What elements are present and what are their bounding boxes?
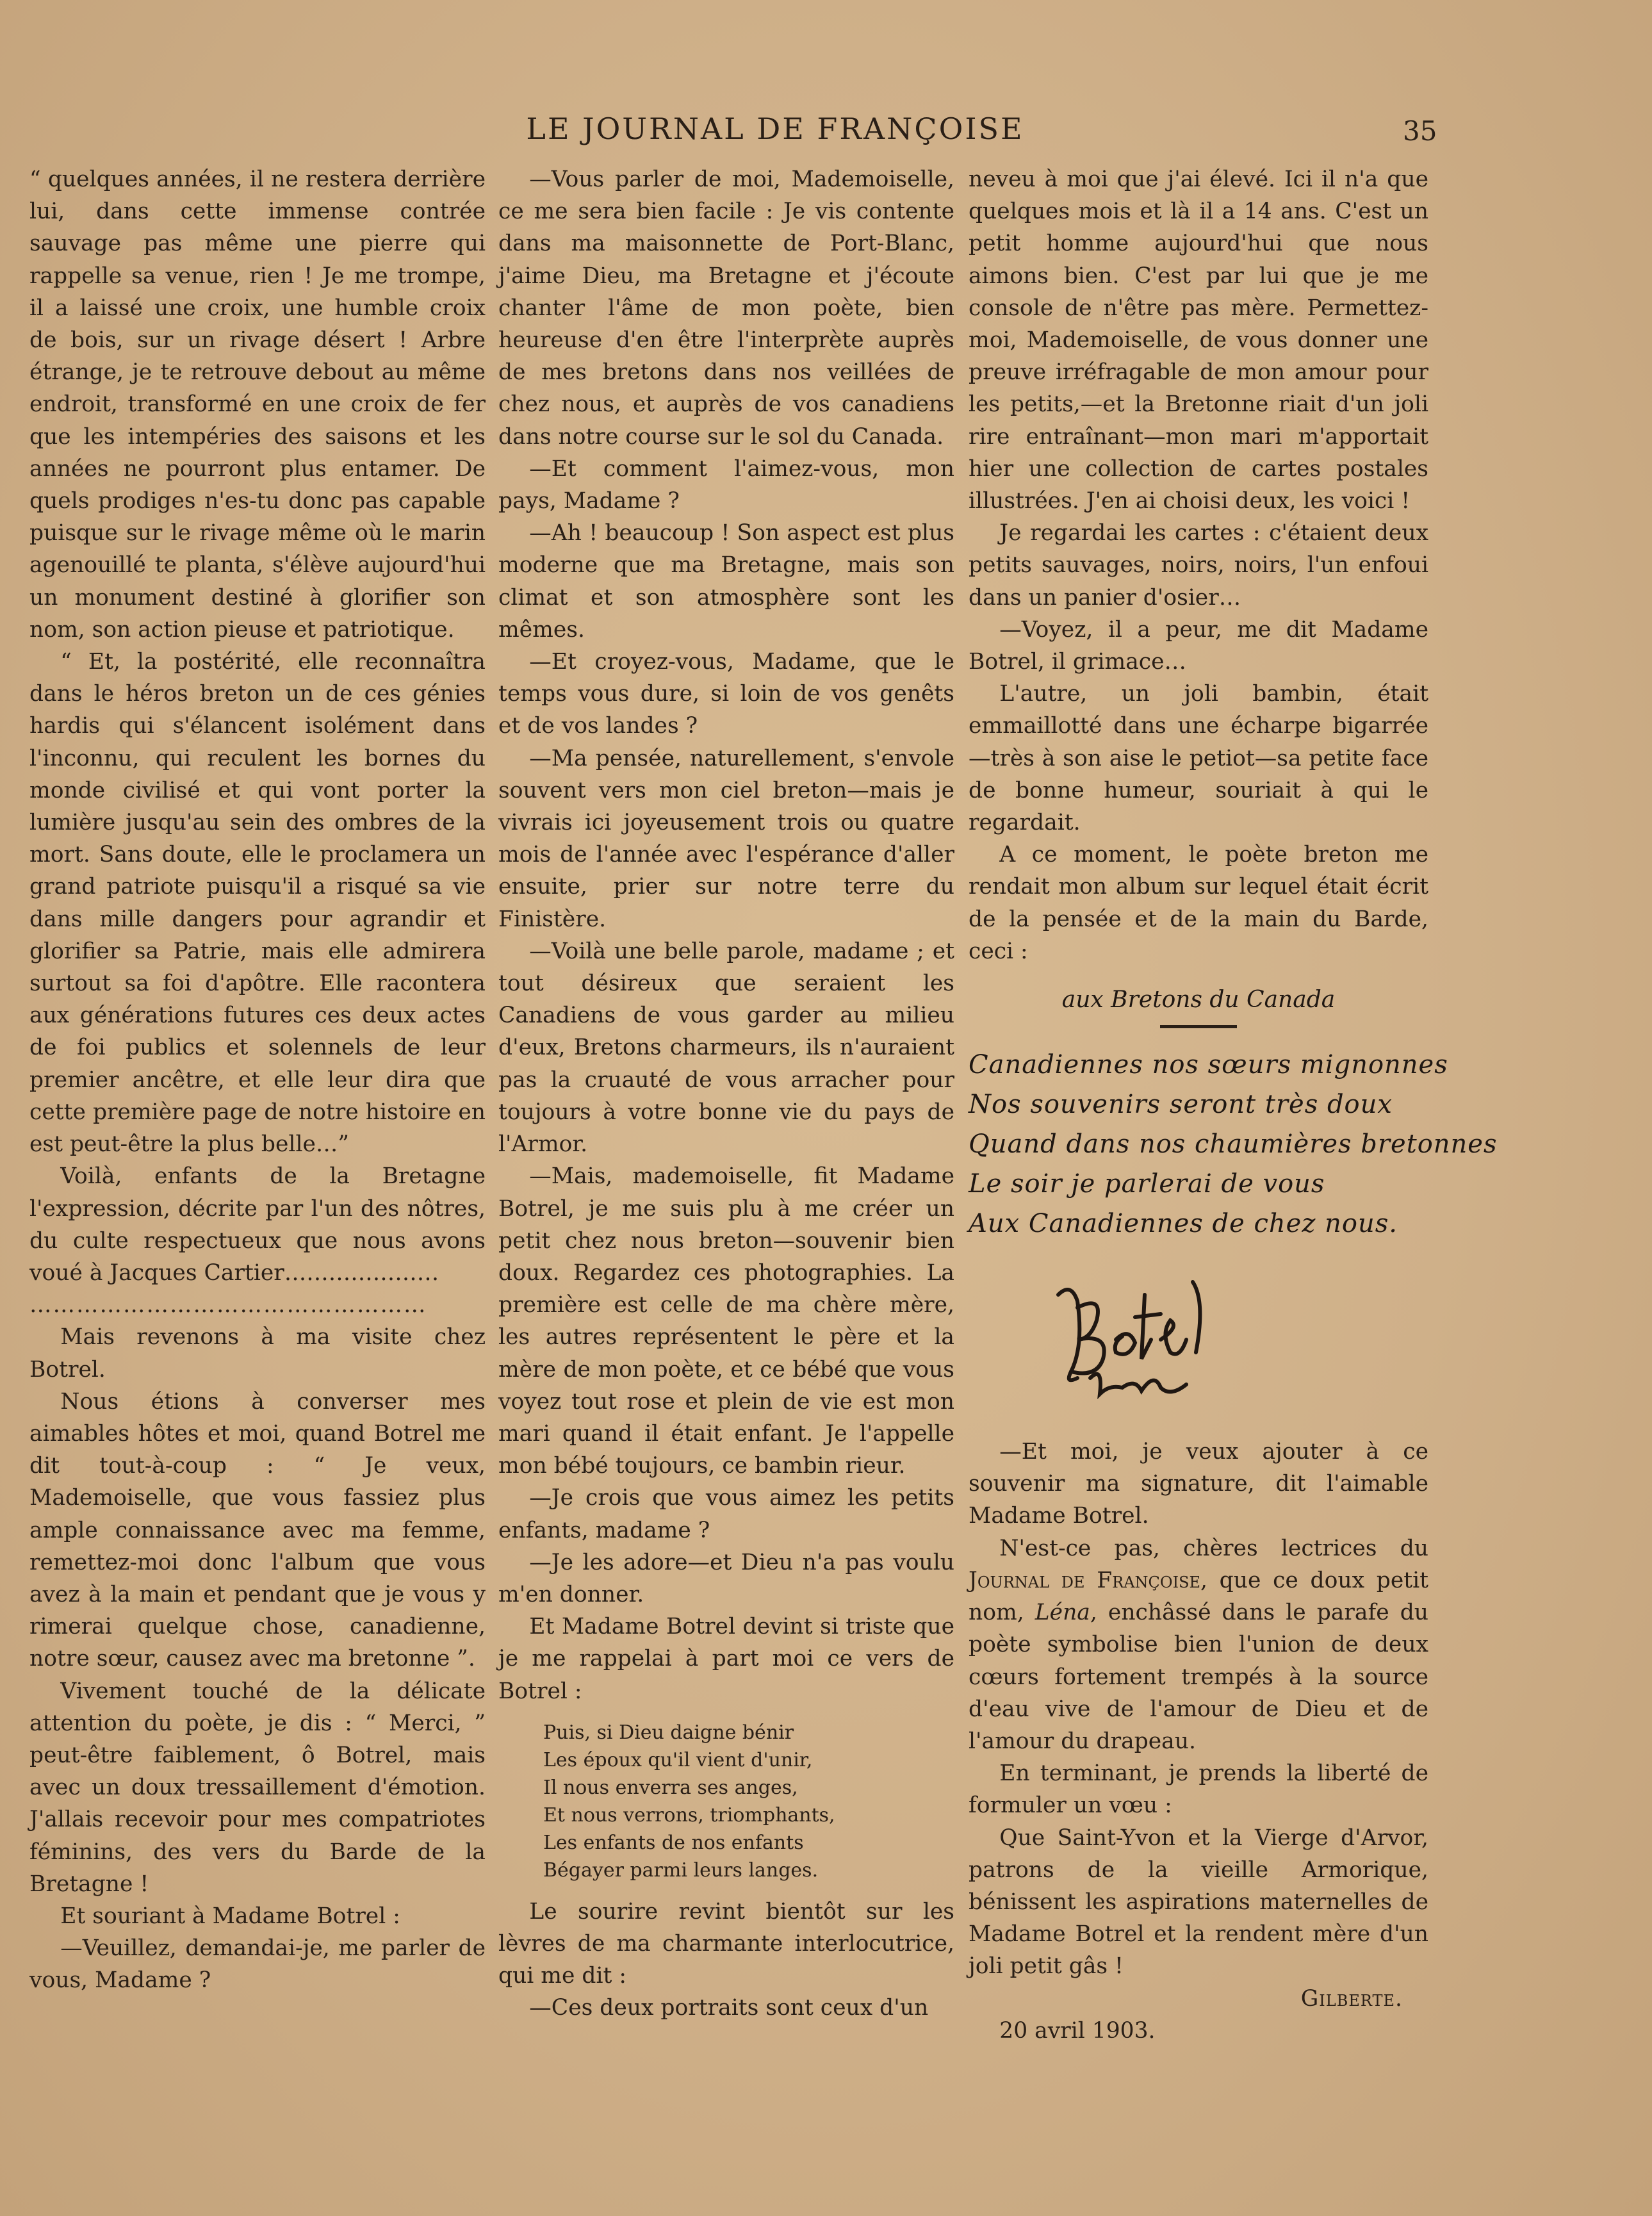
paragraph: L'autre, un joli bambin, était emmaillotté dans une écharpe bigarrée—très à son aise le petiot—sa petite face de bonne humeur, souriait à qui le regardait. xyxy=(969,681,1428,836)
paragraph: Nous étions à converser mes aimables hôtes et moi, quand Botrel me dit tout-à-coup : “ Je veux, Mademoiselle, que vous fassiez plus ample connaissance avec ma femme, remettez-moi donc l'album que vous avez à la main et pendant que je vous y rimerai quelque chose, canadienne, notre sœur, causez avec ma bretonne ”. xyxy=(29,1388,486,1672)
poem-line: Puis, si Dieu daigne bénir xyxy=(543,1721,794,1744)
journal-name: Journal de Françoise xyxy=(969,1567,1201,1593)
page-header xyxy=(0,108,1652,159)
dotted-separator: …………………………………………… xyxy=(29,1292,427,1318)
paragraph: En terminant, je prends la liberté de formuler un vœu : xyxy=(969,1760,1428,1819)
handwritten-line: Le soir je parlerai de vous xyxy=(969,1169,1325,1199)
paragraph: —Je les adore—et Dieu n'a pas voulu m'en donner. xyxy=(498,1549,954,1607)
handwritten-line: Aux Canadiennes de chez nous. xyxy=(969,1209,1398,1239)
paragraph: Et Madame Botrel devint si triste que je me rappelai à part moi ce vers de Botrel : xyxy=(498,1614,954,1704)
journal-title: LE JOURNAL DE FRANÇOISE xyxy=(526,111,1024,146)
paragraph: “ Et, la postérité, elle reconnaîtra dans le héros breton un de ces génies hardis qui s'élancent isolément dans l'inconnu, qui reculent les bornes du monde civilisé et qui vont porter la lumière jusqu'au sein des ombres de la mort. Sans doute, elle le proclamera un grand patriote puisqu'il a risqué sa vie dans mille dangers pour agrandir et glorifier sa Patrie, mais elle admirera surtout sa foi d'apôtre. Elle racontera aux générations futures ces deux actes de foi publics et solennels de leur premier ancêtre, et elle leur dira que cette première page de notre histoire en est peut-être la plus belle…” xyxy=(29,649,486,1158)
paragraph xyxy=(969,1532,1428,1757)
poem-line: Il nous enverra ses anges, xyxy=(543,1776,798,1799)
poem-quote xyxy=(543,1719,954,1884)
text-run: N'est-ce pas, chères lectrices du xyxy=(999,1535,1428,1561)
paragraph: —Et comment l'aimez-vous, mon pays, Madame ? xyxy=(498,456,954,514)
paragraph: —Ah ! beaucoup ! Son aspect est plus moderne que ma Bretagne, mais son climat et son atmosphère sont les mêmes. xyxy=(498,520,954,643)
text-run: , que ce doux petit nom, xyxy=(969,1567,1428,1626)
paragraph: —Et moi, je veux ajouter à ce souvenir ma signature, dit l'aimable Madame Botrel. xyxy=(969,1439,1428,1529)
paragraph: Que Saint-Yvon et la Vierge d'Arvor, patrons de la vieille Armorique, bénissent les aspirations maternelles de Madame Botrel et la rendent mère d'un joli petit gâs ! xyxy=(969,1825,1428,1980)
handwritten-line: Nos souvenirs seront très doux xyxy=(969,1090,1393,1120)
lena-name: Léna xyxy=(1035,1600,1090,1626)
paragraph: Le sourire revint bientôt sur les lèvres de ma charmante interlocutrice, qui me dit : xyxy=(498,1898,954,1989)
page-number: 35 xyxy=(1403,115,1437,147)
paragraph: —Je crois que vous aimez les petits enfants, madame ? xyxy=(498,1485,954,1543)
paragraph: —Et croyez-vous, Madame, que le temps vous dure, si loin de vos genêts et de vos landes ? xyxy=(498,649,954,739)
paragraph: —Voyez, il a peur, me dit Madame Botrel, il grimace… xyxy=(969,616,1428,675)
handwritten-verse xyxy=(969,980,1498,1243)
paragraph: —Ces deux portraits sont ceux d'un xyxy=(529,1995,929,2021)
poem-line: Et nous verrons, triomphants, xyxy=(543,1803,835,1826)
handwritten-dedication: aux Bretons du Canada xyxy=(1061,987,1336,1014)
handwritten-line: Quand dans nos chaumières bretonnes xyxy=(969,1129,1498,1160)
text-run: , enchâssé dans le parafe du poète symbolise bien l'union de deux cœurs fortement trempés à la source d'eau vive de l'amour de Dieu et de l'amour du drapeau. xyxy=(969,1600,1429,1754)
paragraph: A ce moment, le poète breton me rendait mon album sur lequel était écrit de la pensée et de la main du Barde, ceci : xyxy=(969,842,1428,964)
paragraph: —Voilà une belle parole, madame ; et tout désireux que seraient les Canadiens de vous garder au milieu d'eux, Bretons charmeurs, ils n'auraient pas la cruauté de vous arracher pour toujours à votre bonne vie du pays de l'Armor. xyxy=(498,938,954,1158)
paragraph: neveu à moi que j'ai élevé. Ici il n'a que quelques mois et là il a 14 ans. C'est un petit homme aujourd'hui que nous aimons bien. C'est par lui que je me console de n'être pas mère. Permettez-moi, Mademoiselle, de vous donner une preuve irréfragable de mon amour pour les petits,—et la Bretonne riait d'un joli rire entraînant—mon mari m'apportait hier une collection de cartes postales illustrées. J'en ai choisi deux, les voici ! xyxy=(969,167,1428,514)
underline-rule xyxy=(1160,1025,1237,1028)
handwritten-line: Canadiennes nos sœurs mignonnes xyxy=(969,1050,1448,1080)
column-middle xyxy=(498,163,954,2024)
paragraph: —Mais, mademoiselle, fit Madame Botrel, je me suis plu à me créer un petit chez nous breton—souvenir bien doux. Regardez ces photographies. La première est celle de ma chère mère, les autres représentent le père et la mère de mon poète, et ce bébé que vous voyez tout rose et plein de vie est mon mari quand il était enfant. Je l'appelle mon bébé toujours, ce bambin rieur. xyxy=(498,1163,954,1479)
paragraph: —Ma pensée, naturellement, s'envole souvent vers mon ciel breton—mais je vivrais ici joyeusement trois ou quatre mois de l'année avec l'espérance d'aller ensuite, prier sur notre terre du Finistère. xyxy=(498,745,954,932)
poem-line: Les enfants de nos enfants xyxy=(543,1831,804,1854)
signature-flourish-icon xyxy=(1033,1256,1225,1410)
paragraph: Je regardai les cartes : c'étaient deux petits sauvages, noirs, noirs, l'un enfoui dans un panier d'osier… xyxy=(969,520,1428,611)
paragraph: —Veuillez, demandai-je, me parler de vous, Madame ? xyxy=(29,1935,486,1994)
paragraph: Voilà, enfants de la Bretagne l'expression, décrite par l'un des nôtres, du culte respectueux que nous avons voué à Jacques Cartier………………… xyxy=(29,1163,486,1286)
column-right xyxy=(969,163,1498,2047)
paragraph: Et souriant à Madame Botrel : xyxy=(60,1903,400,1929)
botrel-signature-image xyxy=(969,1256,1428,1416)
paragraph: “ quelques années, il ne restera derrière lui, dans cette immense contrée sauvage pas même une pierre qui rappelle sa venue, rien ! Je me trompe, il a laissé une croix, une humble croix de bois, sur un rivage désert ! Arbre étrange, je te retrouve debout au même endroit, transformé en une croix de fer que les intempéries des saisons et les années ne pourront plus entamer. De quels prodiges n'es-tu donc pas capable puisque sur le rivage même où le marin agenouillé te planta, s'élève aujourd'hui un monument destiné à glorifier son nom, son action pieuse et patriotique. xyxy=(29,167,486,643)
author-signature: Gilberte. xyxy=(1300,1985,1403,2012)
article-date: 20 avril 1903. xyxy=(999,2017,1156,2044)
paragraph: —Vous parler de moi, Mademoiselle, ce me sera bien facile : Je vis contente dans ma maisonnette de Port-Blanc, j'aime Dieu, ma Bretagne et j'écoute chanter l'âme de mon poète, bien heureuse d'en être l'interprète auprès de mes bretons dans nos veillées de chez nous, et auprès de vos canadiens dans notre course sur le sol du Canada. xyxy=(498,167,954,450)
column-left xyxy=(29,163,486,1997)
poem-line: Bégayer parmi leurs langes. xyxy=(543,1859,819,1882)
poem-line: Les époux qu'il vient d'unir, xyxy=(543,1748,813,1771)
paragraph: Vivement touché de la délicate attention du poète, je dis : “ Merci, ” peut-être faiblement, ô Botrel, mais avec un doux tressaillement d'émotion. J'allais recevoir pour mes compatriotes féminins, des vers du Barde de la Bretagne ! xyxy=(29,1678,486,1897)
paragraph: Mais revenons à ma visite chez Botrel. xyxy=(29,1324,486,1383)
